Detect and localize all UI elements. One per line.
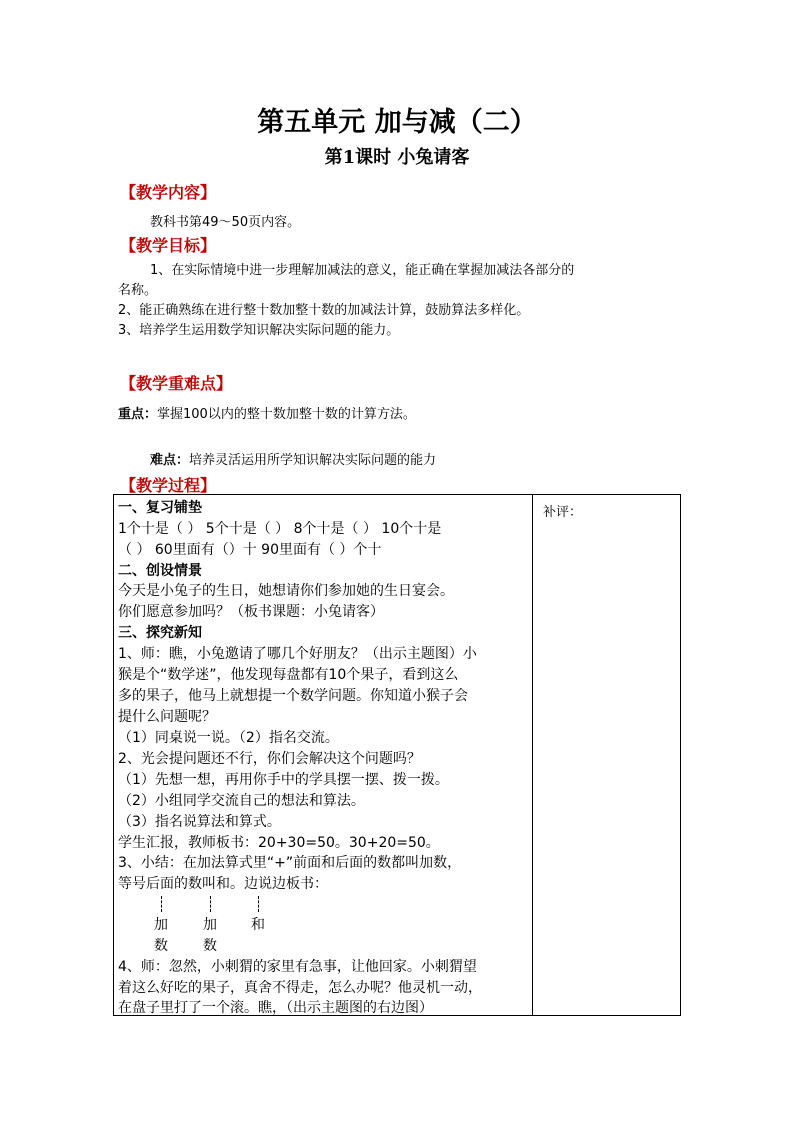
process-line: 多的果子，他马上就想提一个数学问题。你知道小猴子会 bbox=[118, 688, 468, 704]
process-line: 一、复习铺垫 bbox=[118, 500, 202, 516]
goals-heading: 【教学目标】 bbox=[120, 236, 217, 255]
hard-text: 培养灵活运用所学知识解决实际问题的能力 bbox=[189, 453, 437, 468]
goal-line-1: 1、在实际情境中进一步理解加减法的意义，能正确在掌握加减法各部分的 bbox=[150, 263, 575, 278]
difficulty-heading: 【教学重难点】 bbox=[120, 374, 233, 393]
process-line: 等号后面的数叫和。边说边板书： bbox=[118, 876, 328, 892]
process-line: 在盘子里打了一个滚。瞧，（出示主题图的右边图） bbox=[118, 1000, 433, 1016]
process-line: （2）小组同学交流自己的想法和算法。 bbox=[118, 793, 365, 809]
process-line: 学生汇报，教师板书：20+30=50。30+20=50。 bbox=[118, 835, 440, 851]
process-line: 4、师：忽然，小刺猬的家里有急事，让他回家。小刺猬望 bbox=[118, 959, 477, 975]
lesson-subtitle: 第1课时 小兔请客 bbox=[324, 147, 470, 168]
process-line: 三、探究新知 bbox=[118, 625, 202, 641]
content-heading: 【教学内容】 bbox=[120, 183, 217, 202]
process-line: 提什么问题呢？ bbox=[118, 709, 216, 725]
process-line: （3）指名说算法和算式。 bbox=[118, 814, 281, 830]
process-main-cell bbox=[114, 495, 533, 1016]
process-line: （ ） 60里面有（）十 90里面有（ ）个十 bbox=[118, 542, 382, 558]
process-table bbox=[113, 494, 681, 1016]
process-line: 你们愿意参加吗？（板书课题：小兔请客） bbox=[118, 604, 384, 620]
goal-line-4: 3、培养学生运用数学知识解决实际问题的能力。 bbox=[118, 323, 400, 338]
goal-line-2: 名称。 bbox=[118, 283, 158, 298]
board-connector bbox=[258, 896, 259, 912]
process-line: 今天是小兔子的生日，她想请你们参加她的生日宴会。 bbox=[118, 583, 454, 599]
process-line: 二、创设情景 bbox=[118, 563, 202, 579]
hard-point bbox=[150, 449, 436, 468]
process-note-cell bbox=[533, 495, 681, 1016]
board-connector bbox=[161, 896, 162, 912]
board-word-addend: 加 bbox=[154, 917, 168, 933]
process-heading: 【教学过程】 bbox=[120, 476, 217, 495]
key-text: 掌握100以内的整十数加整十数的计算方法。 bbox=[157, 407, 416, 422]
process-line: 1、师：瞧，小兔邀请了哪几个好朋友？（出示主题图）小 bbox=[118, 646, 477, 662]
key-label: 重点： bbox=[118, 407, 158, 422]
goal-line-3: 2、能正确熟练在进行整十数加整十数的加减法计算，鼓励算法多样化。 bbox=[118, 303, 530, 318]
board-word-addend: 加 bbox=[203, 917, 217, 933]
process-line: （1）先想一想，再用你手中的学具摆一摆、拨一拨。 bbox=[118, 772, 449, 788]
page-title: 第五单元 加与减（二） bbox=[257, 107, 537, 138]
key-point bbox=[118, 403, 416, 422]
board-word-number: 数 bbox=[203, 938, 217, 954]
board-word-number: 数 bbox=[154, 938, 168, 954]
process-line: 3、小结：在加法算式里“+”前面和后面的数都叫加数， bbox=[118, 855, 462, 871]
board-connector bbox=[210, 896, 211, 912]
note-label: 补评： bbox=[543, 505, 583, 520]
process-line: 2、光会提问题还不行，你们会解决这个问题吗？ bbox=[118, 751, 421, 767]
hard-label: 难点： bbox=[150, 453, 190, 468]
process-line: （1）同桌说一说。（2）指名交流。 bbox=[118, 730, 339, 746]
process-line: 猴是个“数学迷”，他发现每盘都有10个果子，看到这么 bbox=[118, 667, 459, 683]
process-line: 着这么好吃的果子，真舍不得走，怎么办呢？他灵机一动， bbox=[118, 980, 482, 996]
process-line: 1个十是（ ） 5个十是（ ） 8个十是（ ） 10个十是 bbox=[118, 521, 442, 537]
board-word-sum: 和 bbox=[251, 917, 265, 933]
content-text: 教科书第49～50页内容。 bbox=[150, 215, 301, 230]
